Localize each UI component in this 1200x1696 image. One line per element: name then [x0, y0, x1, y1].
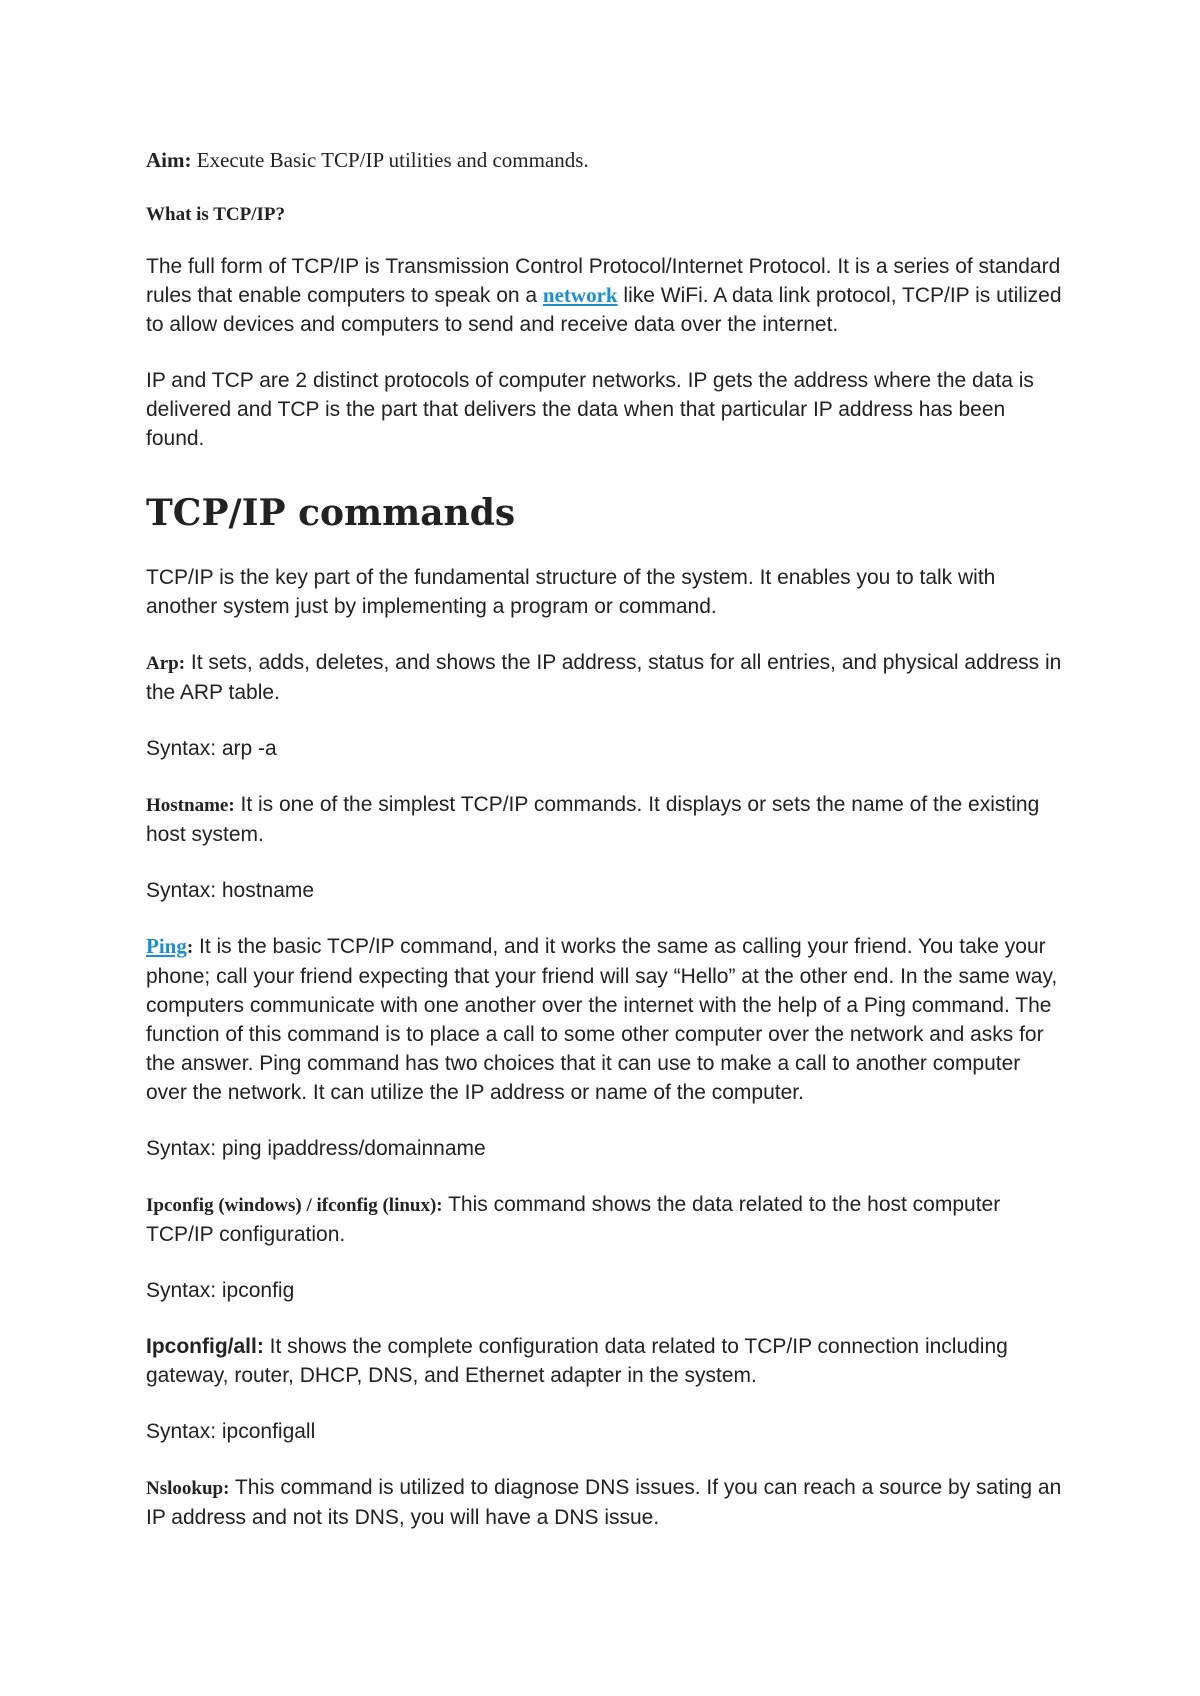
aim-text: Execute Basic TCP/IP utilities and commands.	[191, 148, 589, 172]
ipconfig-text: This command shows the data related to the host computer TCP/IP configuration.	[146, 1193, 1001, 1246]
what-is-heading: What is TCP/IP?	[146, 204, 286, 225]
ping-link[interactable]: Ping	[146, 934, 187, 958]
ipconfig-term: Ipconfig (windows) / ifconfig (linux):	[146, 1195, 443, 1216]
network-link[interactable]: network	[542, 283, 618, 307]
ipconfig-all-text: It shows the complete configuration data related to TCP/IP connection including gateway, router, DHCP, DNS, and Ethernet adapter in the system.	[146, 1335, 1008, 1387]
ipconfig-all-syntax: Syntax: ipconfigall	[146, 1420, 316, 1443]
ipconfig-all-description	[146, 1332, 1066, 1390]
arp-description	[146, 648, 1066, 707]
commands-heading: TCP/IP commands	[146, 492, 516, 534]
nslookup-text: This command is utilized to diagnose DNS issues. If you can reach a source by sating an IP address and not its DNS, you will have a DNS issue.	[146, 1476, 1062, 1529]
hostname-syntax: Syntax: hostname	[146, 879, 315, 902]
hostname-text: It is one of the simplest TCP/IP commands. It displays or sets the name of the existing host system.	[146, 793, 1040, 846]
ipconfig-syntax: Syntax: ipconfig	[146, 1279, 295, 1302]
aim-label: Aim:	[146, 148, 192, 172]
ip-tcp-paragraph: IP and TCP are 2 distinct protocols of computer networks. IP gets the address where the data is delivered and TCP is the part that delivers the data when that particular IP address has been found.	[146, 369, 1034, 450]
arp-term: Arp:	[146, 653, 186, 674]
ping-description	[146, 932, 1066, 1107]
arp-syntax: Syntax: arp -a	[146, 737, 277, 760]
nslookup-term: Nslookup:	[146, 1478, 230, 1499]
ping-syntax: Syntax: ping ipaddress/domainname	[146, 1137, 486, 1160]
ipconfig-description	[146, 1190, 1066, 1249]
hostname-term: Hostname:	[146, 795, 235, 816]
ping-colon: :	[186, 937, 194, 958]
commands-intro: TCP/IP is the key part of the fundamental structure of the system. It enables you to talk with another system just by implementing a program or command.	[146, 566, 996, 618]
arp-text: It sets, adds, deletes, and shows the IP address, status for all entries, and physical address in the ARP table.	[146, 651, 1062, 704]
hostname-description	[146, 790, 1066, 849]
intro-paragraph	[146, 252, 1066, 339]
nslookup-description	[146, 1473, 1066, 1532]
document-page	[146, 146, 1066, 1532]
intro-text-after: like WiFi. A data link protocol, TCP/IP is utilized to allow devices and computers to send and receive data over the internet.	[146, 284, 1062, 336]
intro-text-before: The full form of TCP/IP is Transmission Control Protocol/Internet Protocol. It is a series of standard rules that enable computers to speak on a	[146, 255, 1061, 307]
ipconfig-all-term: Ipconfig/all:	[146, 1335, 264, 1358]
ping-text: It is the basic TCP/IP command, and it works the same as calling your friend. You take your phone; call your friend expecting that your friend will say “Hello” at the other end. In the same way, computers communicate with one another over the internet with the help of a Ping command. The function of this command is to place a call to some other computer over the network and asks for the answer. Ping command has two choices that it can use to make a call to another computer over the network. It can utilize the IP address or name of the computer.	[146, 935, 1058, 1104]
aim-line	[146, 146, 1066, 175]
